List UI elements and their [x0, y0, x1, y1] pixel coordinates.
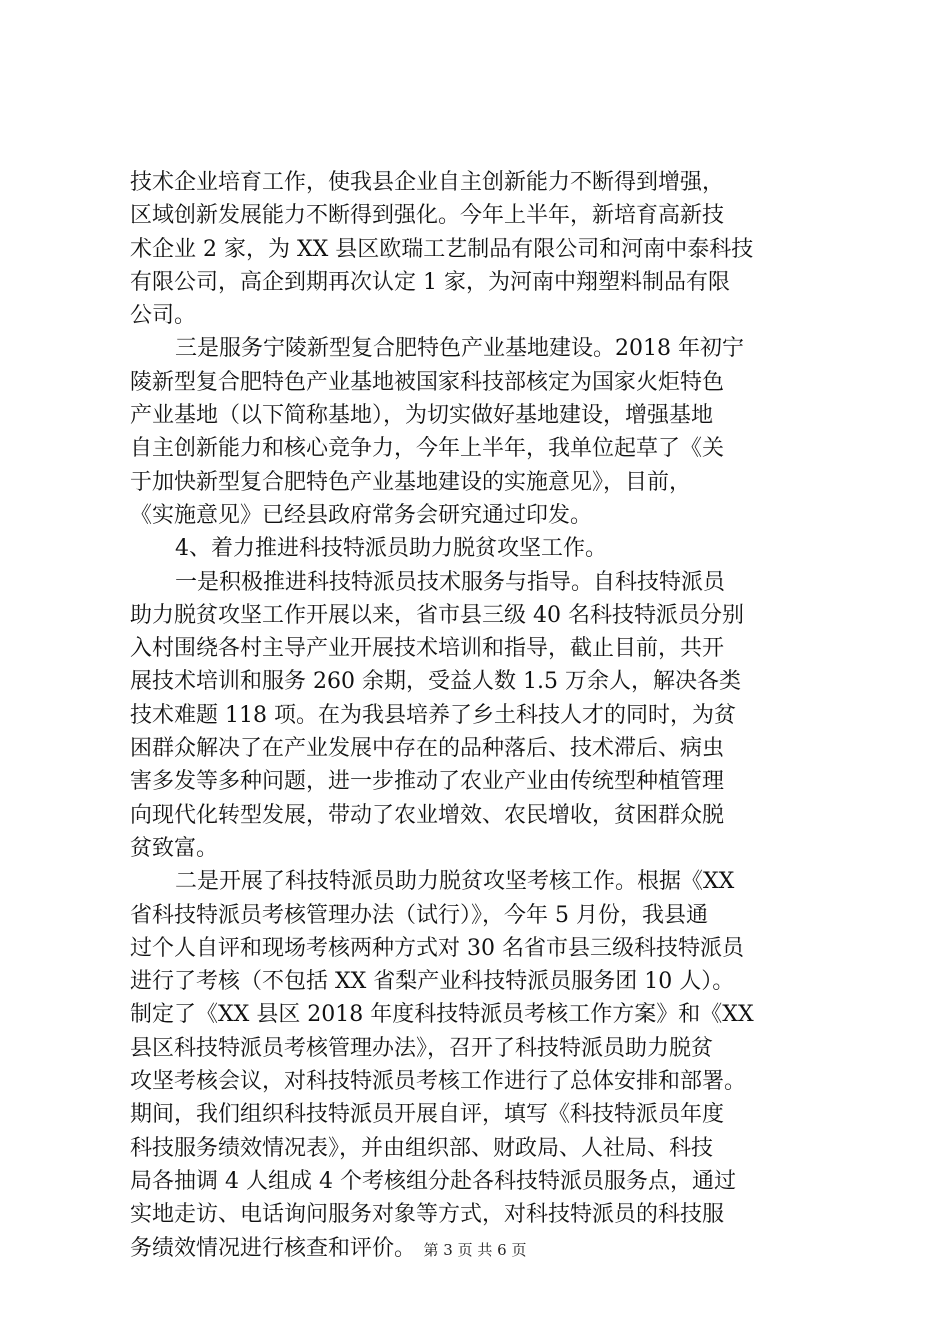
text-line: 区域创新发展能力不断得到强化。今年上半年，新培育高新技: [130, 203, 725, 229]
text-line: 入村围绕各村主导产业开展技术培训和指导，截止目前，共开: [130, 636, 725, 662]
text-line: 产业基地（以下简称基地），为切实做好基地建设，增强基地: [130, 403, 714, 429]
text-line: 科技服务绩效情况表》，并由组织部、财政局、人社局、科技: [130, 1135, 714, 1161]
text-line: 省科技特派员考核管理办法（试行）》，今年 5 月份，我县通: [130, 902, 708, 928]
text-line: 进行了考核（不包括 XX 省梨产业科技特派员服务团 10 人）。: [130, 969, 735, 995]
text-line: 4、着力推进科技特派员助力脱贫攻坚工作。: [175, 536, 607, 562]
text-line: 过个人自评和现场考核两种方式对 30 名省市县三级科技特派员: [130, 935, 744, 961]
text-line: 实地走访、电话询问服务对象等方式，对科技特派员的科技服: [130, 1202, 725, 1228]
text-line: 三是服务宁陵新型复合肥特色产业基地建设。2018 年初宁: [175, 336, 744, 362]
text-line: 《实施意见》已经县政府常务会研究通过印发。: [130, 502, 593, 528]
text-line: 一是积极推进科技特派员技术服务与指导。自科技特派员: [175, 569, 726, 595]
text-line: 贫致富。: [130, 835, 219, 861]
text-line: 二是开展了科技特派员助力脱贫攻坚考核工作。根据《XX: [175, 869, 735, 895]
text-line: 务绩效情况进行核查和评价。: [130, 1235, 417, 1261]
text-line: 局各抽调 4 人组成 4 个考核组分赴各科技特派员服务点，通过: [130, 1168, 736, 1194]
text-line: 展技术培训和服务 260 余期，受益人数 1.5 万余人，解决各类: [130, 669, 741, 695]
text-line: 制定了《XX 县区 2018 年度科技特派员考核工作方案》和《XX: [130, 1002, 754, 1028]
text-line: 公司。: [130, 303, 197, 329]
page-footer: 第 3 页 共 6 页: [423, 1241, 527, 1259]
text-line: 自主创新能力和核心竞争力，今年上半年，我单位起草了《关: [130, 436, 725, 462]
text-line: 技术难题 118 项。在为我县培养了乡土科技人才的同时，为贫: [130, 702, 736, 728]
document-body: [130, 166, 830, 1265]
text-line: 于加快新型复合肥特色产业基地建设的实施意见》，目前，: [130, 469, 692, 495]
text-line: 攻坚考核会议，对科技特派员考核工作进行了总体安排和部署。: [130, 1069, 747, 1095]
text-line: 向现代化转型发展，带动了农业增效、农民增收，贫困群众脱: [130, 802, 725, 828]
text-line: 技术企业培育工作，使我县企业自主创新能力不断得到增强，: [130, 170, 725, 195]
text-line: 助力脱贫攻坚工作开展以来，省市县三级 40 名科技特派员分别: [130, 602, 744, 628]
text-line: 县区科技特派员考核管理办法》，召开了科技特派员助力脱贫: [130, 1035, 714, 1061]
text-line: 陵新型复合肥特色产业基地被国家科技部核定为国家火炬特色: [130, 369, 725, 395]
text-line: 困群众解决了在产业发展中存在的品种落后、技术滞后、病虫: [130, 736, 725, 762]
text-line: 害多发等多种问题，进一步推动了农业产业由传统型种植管理: [130, 769, 725, 795]
text-line: 术企业 2 家，为 XX 县区欧瑞工艺制品有限公司和河南中泰科技: [130, 236, 754, 262]
text-line: 有限公司，高企到期再次认定 1 家，为河南中翔塑料制品有限: [130, 269, 730, 295]
text-line: 期间，我们组织科技特派员开展自评，填写《科技特派员年度: [130, 1102, 725, 1128]
